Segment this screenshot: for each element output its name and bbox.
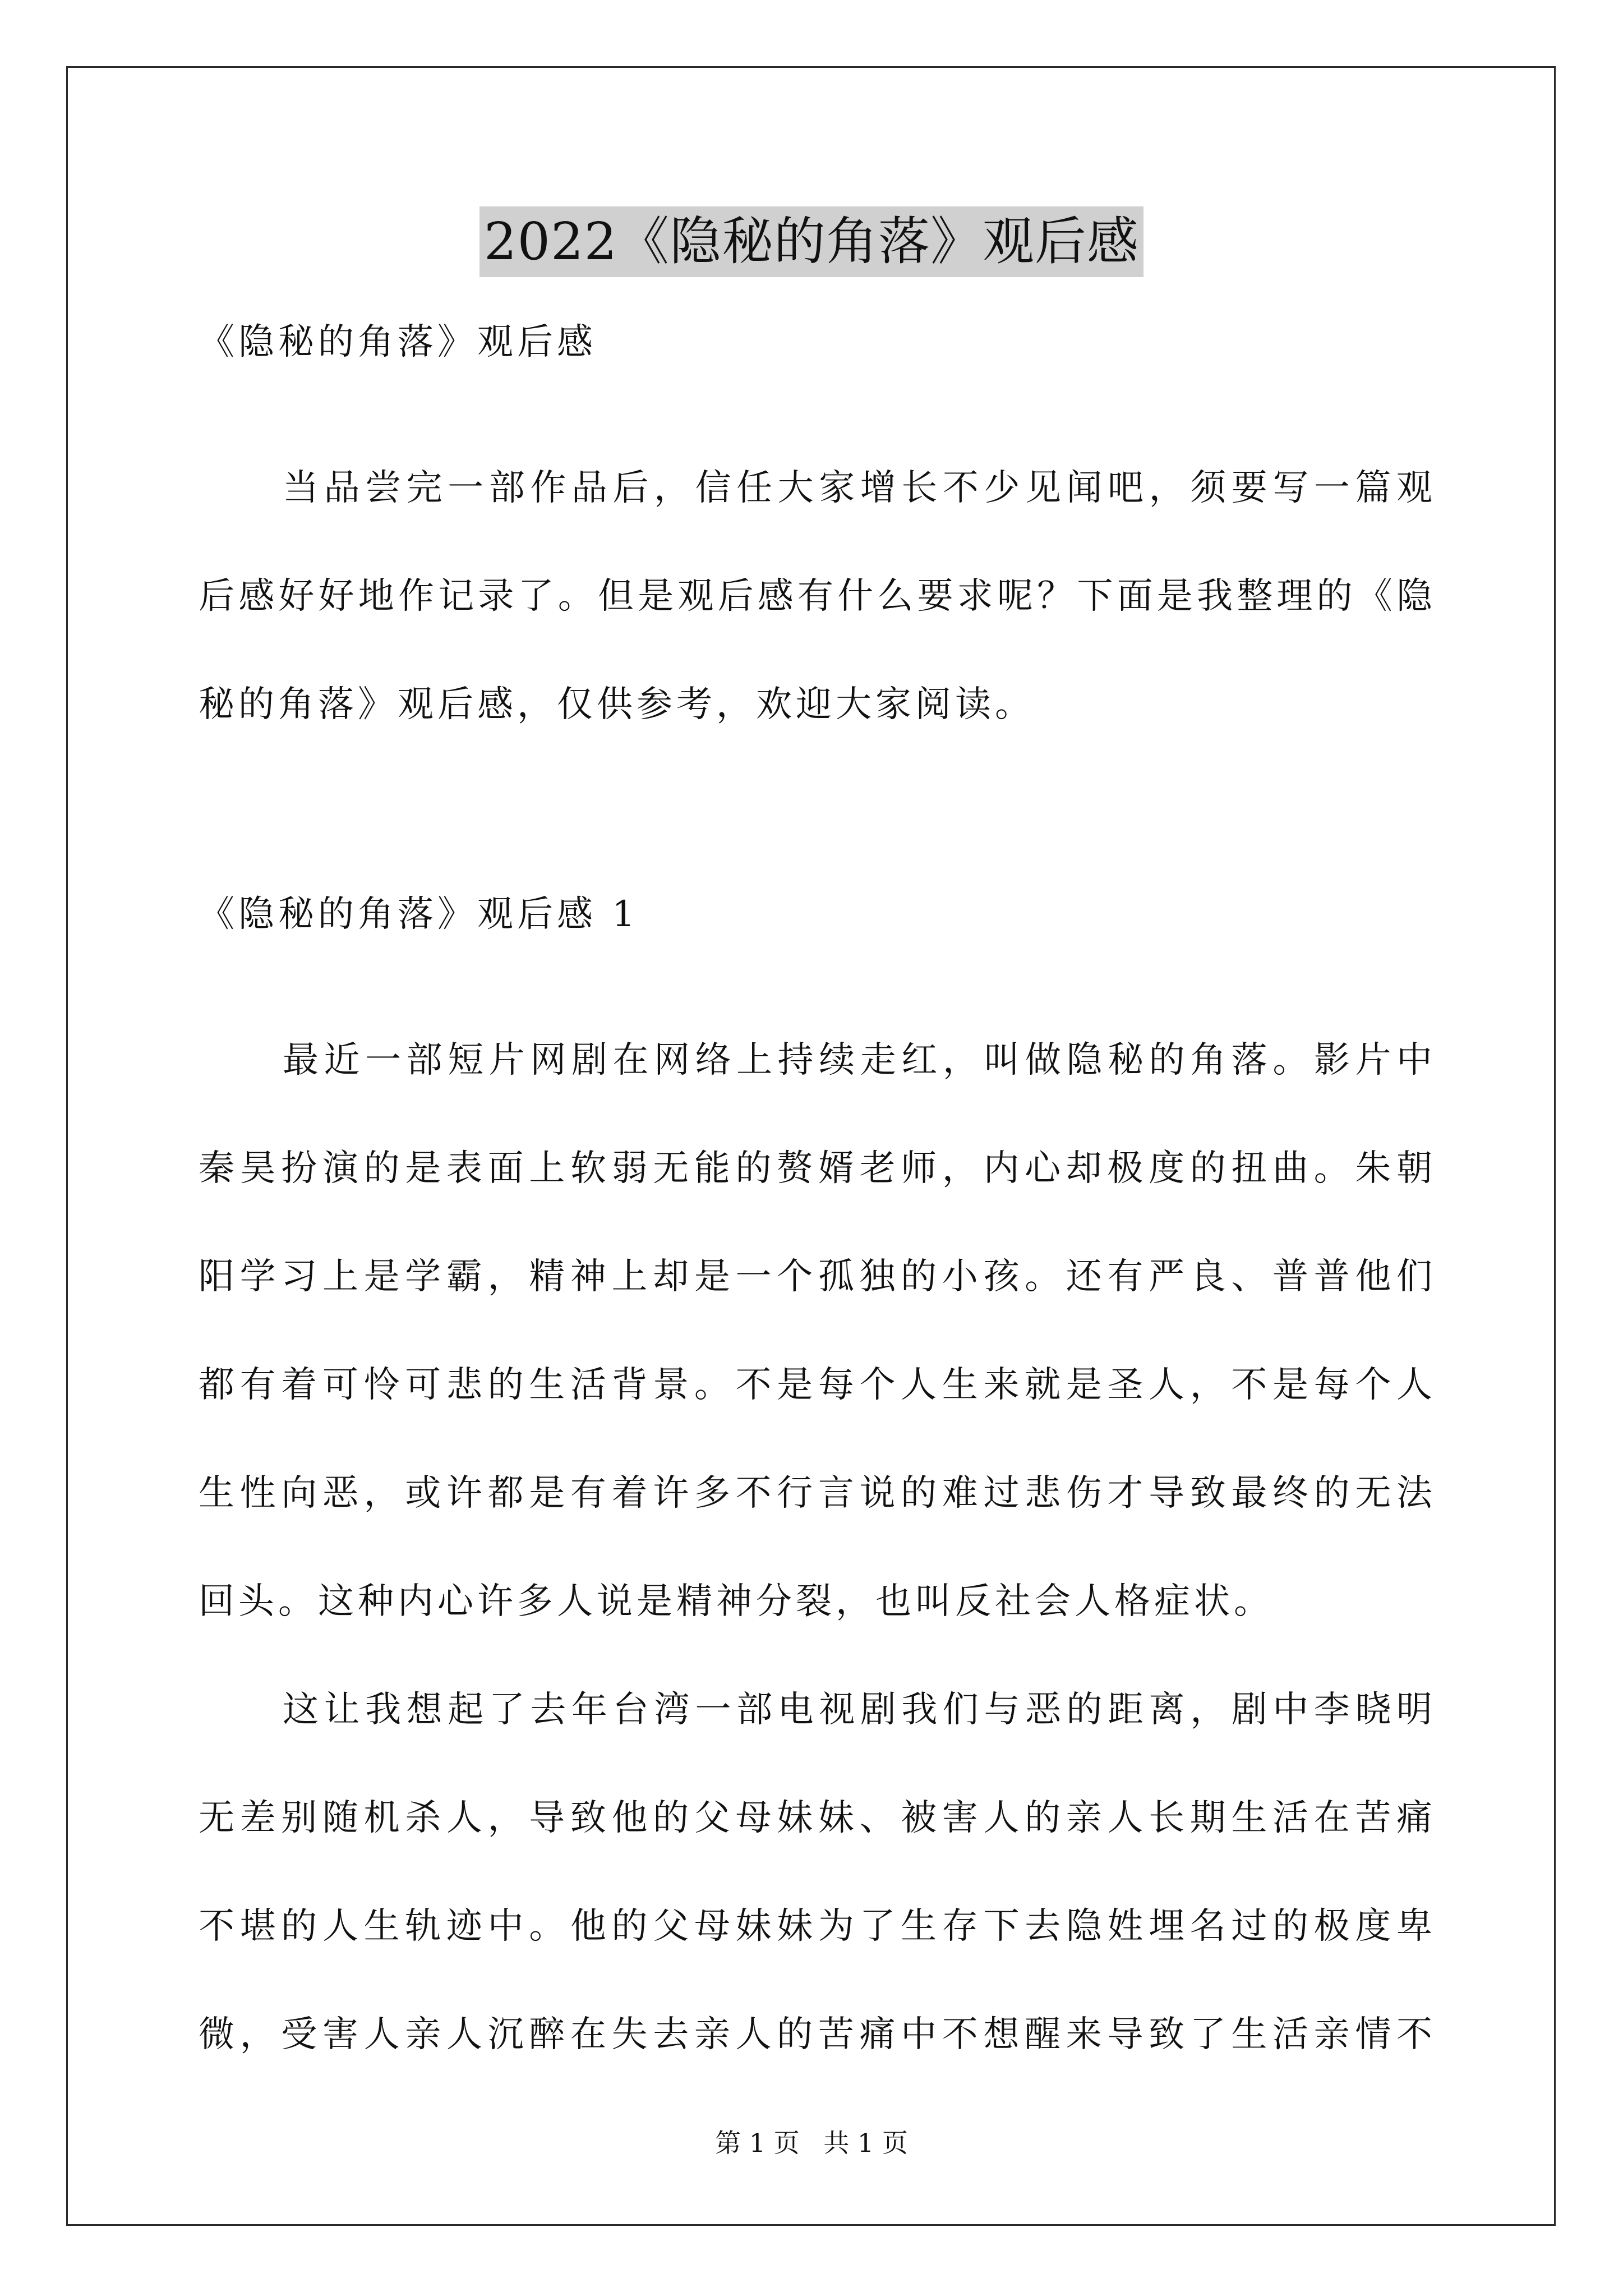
intro-line-3: 秘的角落》观后感，仅供参考，欢迎大家阅读。 bbox=[199, 684, 1035, 725]
page-footer bbox=[0, 2126, 1623, 2160]
paragraph2-line-1: 这让我想起了去年台湾一部电视剧我们与恶的距离，剧中李晓明 bbox=[283, 1689, 1432, 1731]
title-container bbox=[0, 206, 1623, 277]
paragraph1-line-5: 生性向恶，或许都是有着许多不行言说的难过悲伤才导致最终的无法 bbox=[199, 1473, 1432, 1514]
paragraph1-line-3: 阳学习上是学霸，精神上却是一个孤独的小孩。还有严良、普普他们 bbox=[199, 1256, 1432, 1297]
section-heading: 《隐秘的角落》观后感 1 bbox=[199, 894, 639, 935]
page-total: 共 1 页 bbox=[823, 2128, 908, 2158]
paragraph1-line-4: 都有着可怜可悲的生活背景。不是每个人生来就是圣人，不是每个人 bbox=[199, 1364, 1432, 1406]
paragraph1-line-2: 秦昊扮演的是表面上软弱无能的赘婿老师，内心却极度的扭曲。朱朝 bbox=[199, 1148, 1432, 1189]
paragraph1-line-1: 最近一部短片网剧在网络上持续走红，叫做隐秘的角落。影片中 bbox=[283, 1039, 1432, 1081]
paragraph2-line-4: 微，受害人亲人沉醉在失去亲人的苦痛中不想醒来导致了生活亲情不 bbox=[199, 2014, 1432, 2055]
paragraph2-line-3: 不堪的人生轨迹中。他的父母妹妹为了生存下去隐姓埋名过的极度卑 bbox=[199, 1906, 1432, 1947]
subtitle: 《隐秘的角落》观后感 bbox=[199, 321, 597, 363]
intro-line-1: 当品尝完一部作品后，信任大家增长不少见闻吧，须要写一篇观 bbox=[283, 467, 1432, 509]
document-title: 2022《隐秘的角落》观后感 bbox=[479, 206, 1144, 277]
page-number: 第 1 页 bbox=[715, 2128, 800, 2158]
intro-line-2: 后感好好地作记录了。但是观后感有什么要求呢？下面是我整理的《隐 bbox=[199, 576, 1432, 617]
paragraph1-line-6: 回头。这种内心许多人说是精神分裂，也叫反社会人格症状。 bbox=[199, 1581, 1274, 1622]
paragraph2-line-2: 无差别随机杀人，导致他的父母妹妹、被害人的亲人长期生活在苦痛 bbox=[199, 1797, 1432, 1839]
